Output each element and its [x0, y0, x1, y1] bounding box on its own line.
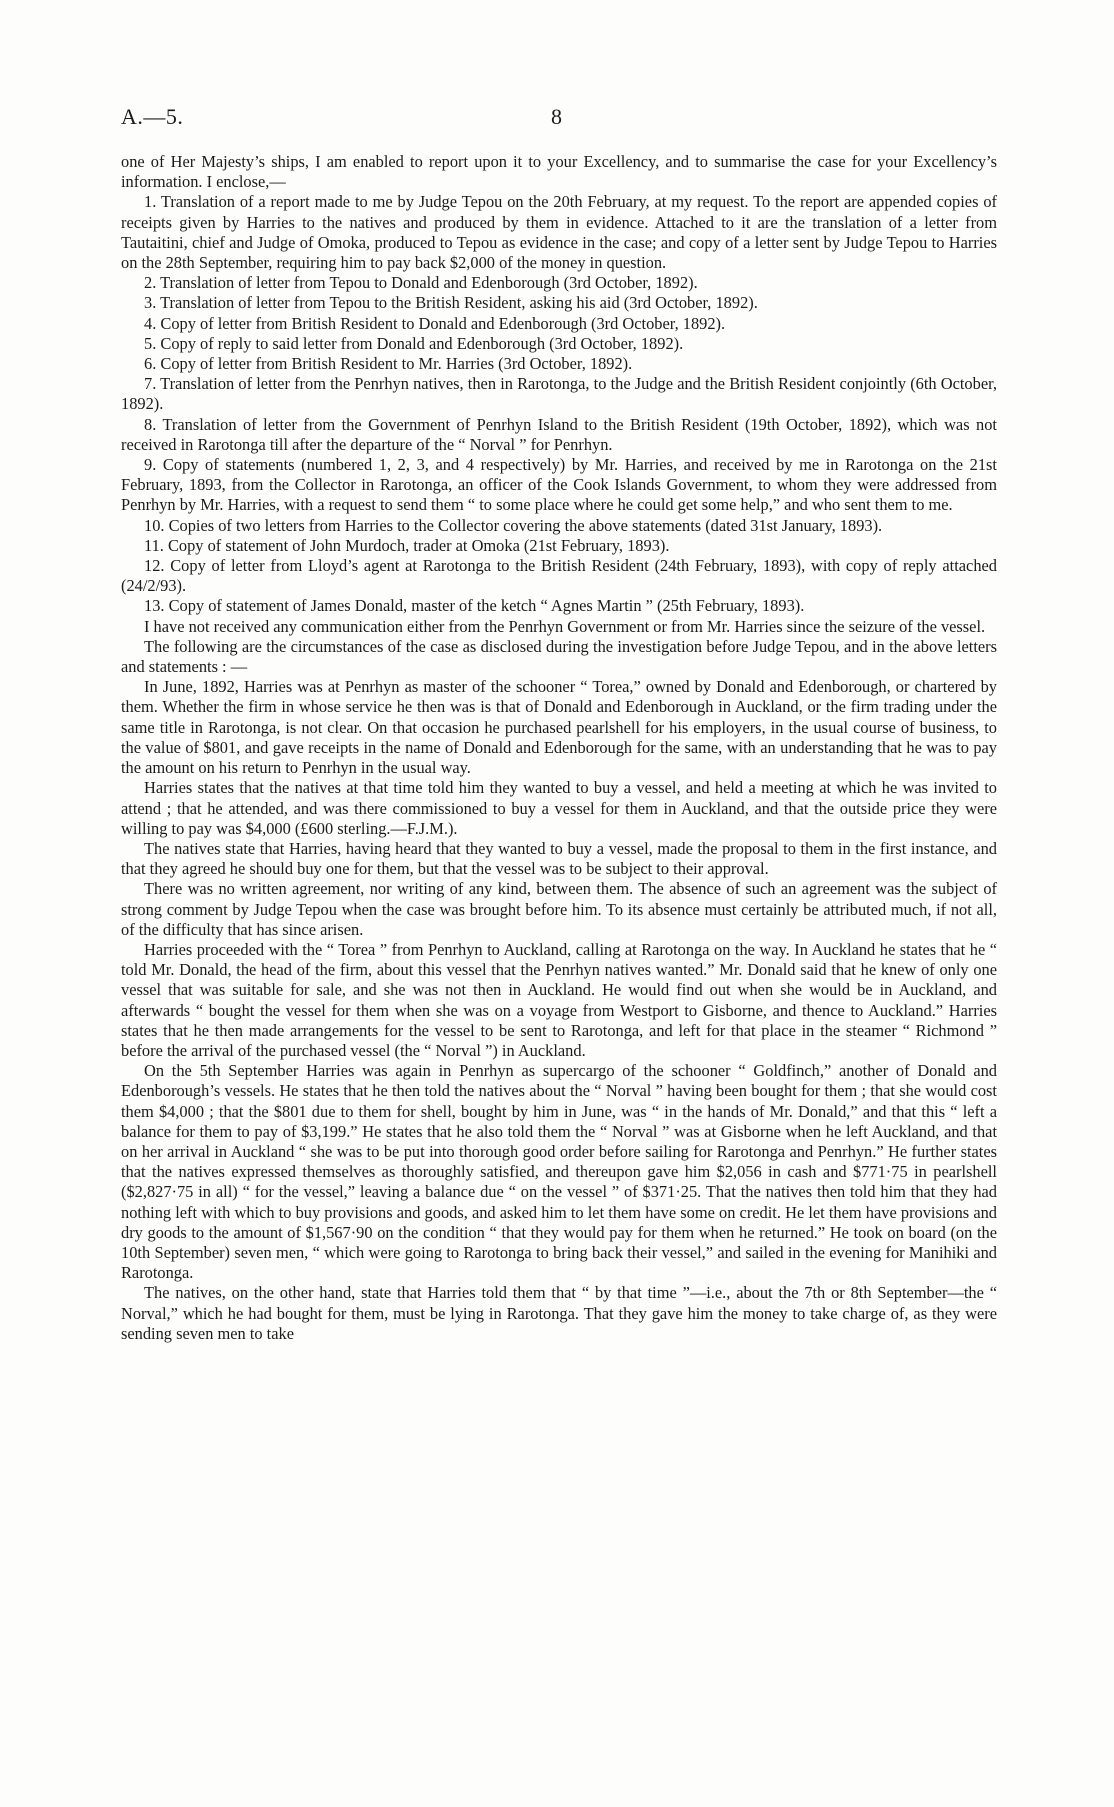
- paragraph: On the 5th September Harries was again in Penrhyn as supercargo of the schooner “ Goldfinch,” another of Donald and Edenborough’s vessels. He states that he then told the natives about the “ Norval ” having been bought for them ; that she would cost them $4,000 ; that the $801 due to them for shell, bought by him in June, was “ in the hands of Mr. Donald,” and that this “ left a balance for them to pay of $3,199.” He states that he also told them the “ Norval ” was at Gisborne when he left Auckland, and that on her arrival in Auckland “ she was to be put into thorough good order before sailing for Rarotonga and Penrhyn.” He further states that the natives expressed themselves as thoroughly satisfied, and thereupon gave him $2,056 in cash and $771·75 in pearlshell ($2,827·75 in all) “ for the vessel,” leaving a balance due “ on the vessel ” of $371·25. That the natives then told him that they had nothing left with which to buy provisions and goods, and asked him to let them have some on credit. He let them have provisions and dry goods to the amount of $1,567·90 on the condition “ that they would pay for them when he returned.” He took on board (on the 10th September) seven men, “ which were going to Rarotonga to bring back their vessel,” and sailed in the evening for Manihiki and Rarotonga.: [121, 1061, 997, 1283]
- enclosure-item-13: 13. Copy of statement of James Donald, master of the ketch “ Agnes Martin ” (25th February, 1893).: [144, 596, 805, 616]
- paragraph: In June, 1892, Harries was at Penrhyn as master of the schooner “ Torea,” owned by Donald and Edenborough, or chartered by them. Whether the firm in whose service he then was is that of Donald and Edenborough in Auckland, or the firm trading under the same title in Rarotonga, is not clear. On that occasion he purchased pearlshell for his employers, in the usual course of business, to the value of $801, and gave receipts in the name of Donald and Edenborough for the same, with an understanding that he was to pay the amount on his return to Penrhyn in the usual way.: [121, 677, 997, 778]
- enclosure-item-9: 9. Copy of statements (numbered 1, 2, 3, and 4 respectively) by Mr. Harries, and received by me in Rarotonga on the 21st February, 1893, from the Collector in Rarotonga, an officer of the Cook Islands Government, to whom they were addressed from Penrhyn by Mr. Harries, with a request to send them “ to some place where he could get some help,” and who sent them to me.: [121, 455, 997, 515]
- paragraph: Harries proceeded with the “ Torea ” from Penrhyn to Auckland, calling at Rarotonga on the way. In Auckland he states that he “ told Mr. Donald, the head of the firm, about this vessel that the Penrhyn natives wanted.” Mr. Donald said that he knew of only one vessel that was suitable for sale, and she was not then in Auckland. He would find out when she would be in Auckland, and afterwards “ bought the vessel for them when she was on a voyage from Westport to Gisborne, and thence to Auckland.” Harries states that he then made arrangements for the vessel to be sent to Rarotonga, and left for that place in the steamer “ Richmond ” before the arrival of the purchased vessel (the “ Norval ”) in Auckland.: [121, 939, 997, 1060]
- enclosure-item-2: 2. Translation of letter from Tepou to Donald and Edenborough (3rd October, 1892).: [144, 273, 698, 293]
- paragraph: I have not received any communication either from the Penrhyn Government or from Mr. Harries since the seizure of the vessel.: [144, 616, 986, 636]
- paragraph-continuation: one of Her Majesty’s ships, I am enabled to report upon it to your Excellency, and to summarise the case for your Excellency’s information. I enclose,—: [121, 152, 997, 192]
- enclosure-item-1: 1. Translation of a report made to me by Judge Tepou on the 20th February, at my request. To the report are appended copies of receipts given by Harries to the natives and produced by them in evidence. Attached to it are the translation of a letter from Tautaitini, chief and Judge of Omoka, produced to Tepou as evidence in the case; and copy of a letter sent by Judge Tepou to Harries on the 28th September, requiring him to pay back $2,000 of the money in question.: [121, 192, 997, 273]
- enclosure-item-6: 6. Copy of letter from British Resident to Mr. Harries (3rd October, 1892).: [144, 354, 633, 374]
- enclosure-item-4: 4. Copy of letter from British Resident to Donald and Edenborough (3rd October, 1892).: [144, 313, 726, 333]
- page-number: 8: [551, 104, 562, 129]
- paragraph: Harries states that the natives at that time told him they wanted to buy a vessel, and held a meeting at which he was invited to attend ; that he attended, and was there commissioned to buy a vessel for them in Auckland, and that the outside price they were willing to pay was $4,000 (£600 sterling.—F.J.M.).: [121, 778, 997, 838]
- paragraph: The natives state that Harries, having heard that they wanted to buy a vessel, made the proposal to them in the first instance, and that they agreed he should buy one for them, but that the vessel was to be subject to their approval.: [121, 838, 997, 879]
- enclosure-item-11: 11. Copy of statement of John Murdoch, trader at Omoka (21st February, 1893).: [144, 535, 670, 555]
- enclosure-item-5: 5. Copy of reply to said letter from Donald and Edenborough (3rd October, 1892).: [144, 333, 684, 353]
- document-reference: A.—5.: [121, 104, 184, 129]
- enclosure-item-3: 3. Translation of letter from Tepou to the British Resident, asking his aid (3rd October, 1892).: [144, 293, 758, 313]
- body-text: [121, 152, 997, 1344]
- page-header: [121, 104, 1001, 134]
- enclosure-item-12: 12. Copy of letter from Lloyd’s agent at Rarotonga to the British Resident (24th February, 1893), with copy of reply attached (24/2/93).: [121, 556, 997, 596]
- enclosure-item-8: 8. Translation of letter from the Government of Penrhyn Island to the British Resident (19th October, 1892), which was not received in Rarotonga till after the departure of the “ Norval ” for Penrhyn.: [121, 414, 997, 454]
- paragraph: There was no written agreement, nor writing of any kind, between them. The absence of such an agreement was the subject of strong comment by Judge Tepou when the case was brought before him. To its absence must certainly be attributed much, if not all, of the difficulty that has since arisen.: [121, 879, 997, 939]
- paragraph: The following are the circumstances of the case as disclosed during the investigation before Judge Tepou, and in the above letters and statements : —: [121, 636, 997, 677]
- paragraph: The natives, on the other hand, state that Harries told them that “ by that time ”—i.e., about the 7th or 8th September—the “ Norval,” which he had bought for them, must be lying in Rarotonga. That they gave him the money to take charge of, as they were sending seven men to take: [121, 1283, 997, 1343]
- enclosure-item-10: 10. Copies of two letters from Harries to the Collector covering the above statements (dated 31st January, 1893).: [144, 515, 883, 535]
- enclosure-item-7: 7. Translation of letter from the Penrhyn natives, then in Rarotonga, to the Judge and the British Resident conjointly (6th October, 1892).: [121, 374, 997, 414]
